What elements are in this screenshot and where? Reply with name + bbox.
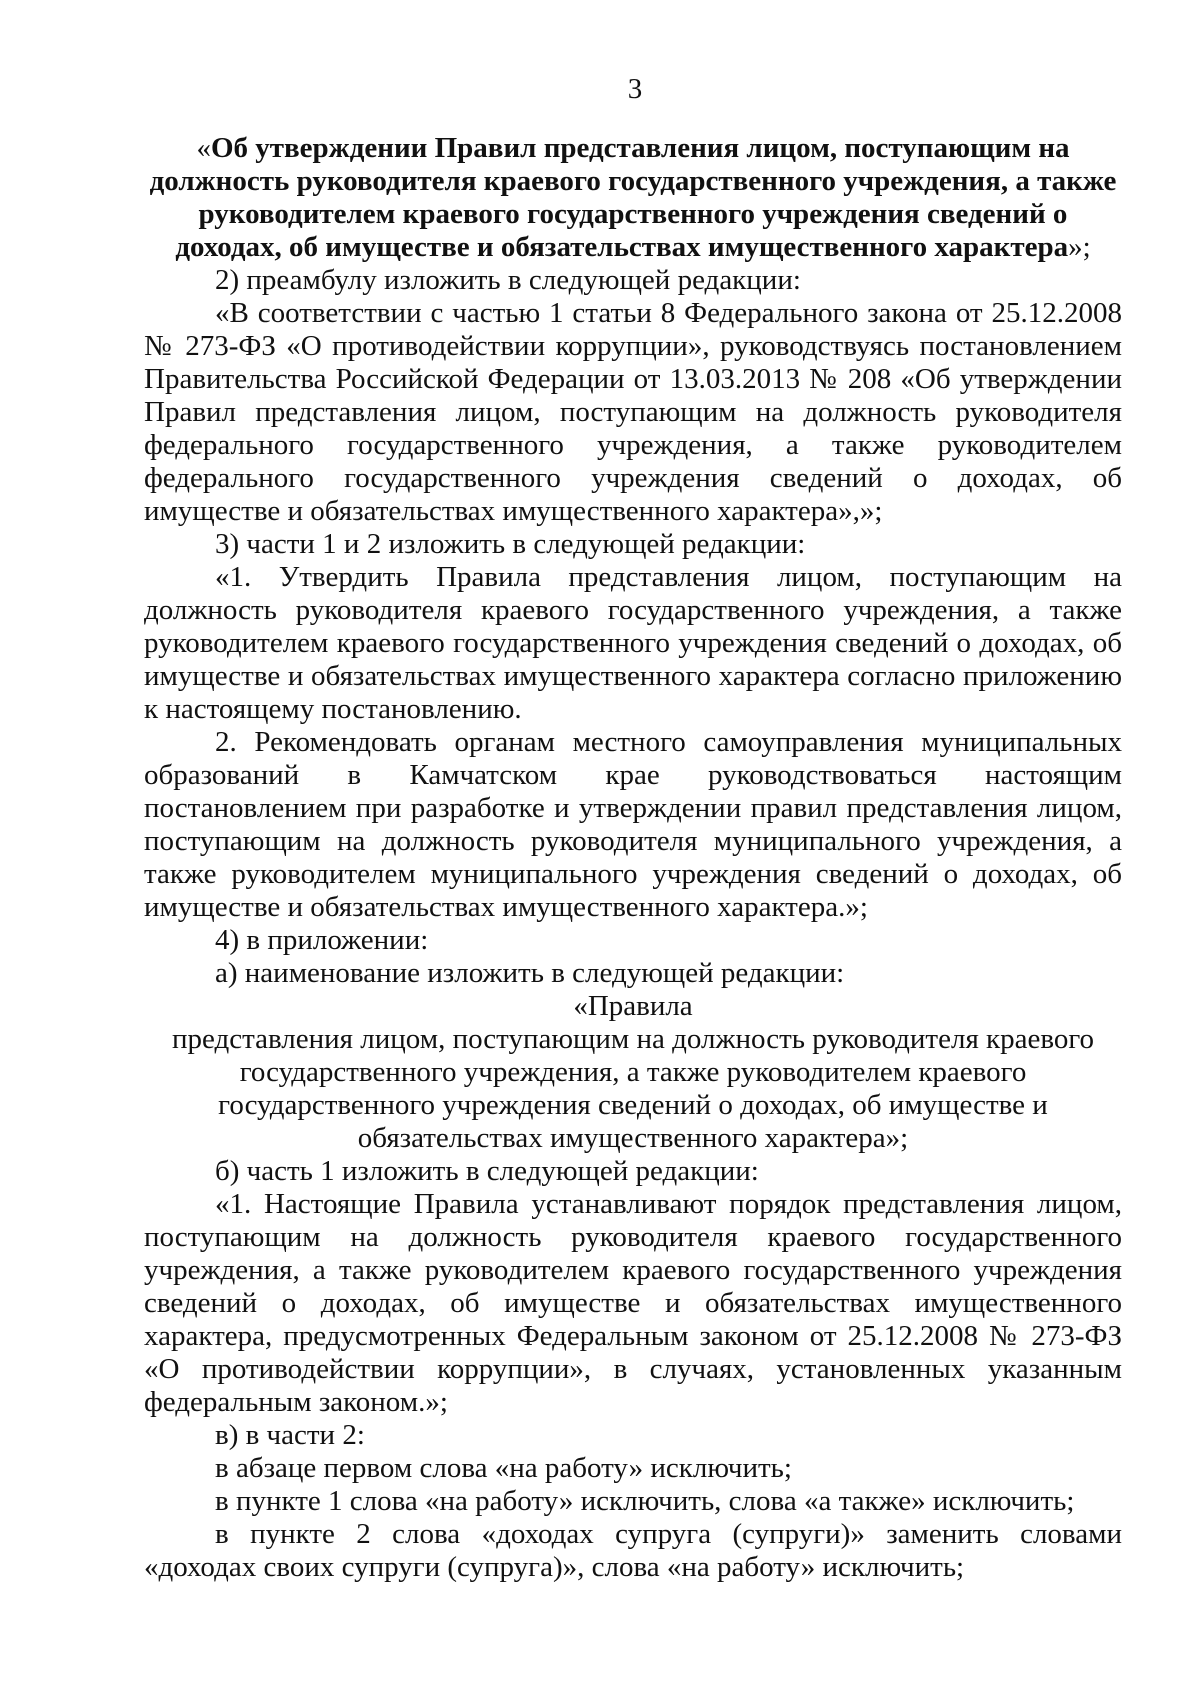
paragraph-7: а) наименование изложить в следующей редакции: (215, 957, 845, 989)
rules-title-line-4: государственного учреждения сведений о доходах, об имуществе и (218, 1089, 1048, 1121)
paragraph-8: б) часть 1 изложить в следующей редакции: (215, 1155, 759, 1187)
rules-title-line-2: представления лицом, поступающим на должность руководителя краевого (171, 1023, 1095, 1055)
paragraph-13: в пункте 2 слова «доходах супруга (супруги)» заменить словами «доходах своих супруги (супруга)», слова «на работу» исключить; (144, 1518, 1122, 1583)
paragraph-2: «В соответствии с частью 1 статьи 8 Федерального закона от 25.12.2008 № 273-ФЗ «О противодействии коррупции», руководствуясь постановлением Правительства Российской Федерации от 13.03.2013 № 208 «Об утверждении Правил представления лицом, поступающим на должность руководителя федерального государственного учреждения, а также руководителем федерального государственного учреждения сведений о доходах, об имуществе и обязательствах имущественного характера»,»; (144, 297, 1122, 527)
paragraph-10: в) в части 2: (215, 1419, 365, 1451)
paragraph-12: в пункте 1 слова «на работу» исключить, слова «а также» исключить; (215, 1485, 1075, 1517)
paragraph-1: 2) преамбулу изложить в следующей редакции: (215, 264, 801, 296)
paragraph-4: «1. Утвердить Правила представления лицом, поступающим на должность руководителя краевого государственного учреждения, а также руководителем краевого государственного учреждения сведений о доходах, об имуществе и обязательствах имущественного характера согласно приложению к настоящему постановлению. (144, 561, 1122, 725)
resolution-title (144, 132, 1122, 264)
paragraph-3: 3) части 1 и 2 изложить в следующей редакции: (215, 528, 806, 560)
paragraph-9: «1. Настоящие Правила устанавливают порядок представления лицом, поступающим на должность руководителя краевого государственного учреждения, а также руководителем краевого государственного учреждения сведений о доходах, об имуществе и обязательствах имущественного характера, предусмотренных Федеральным законом от 25.12.2008 № 273-ФЗ «О противодействии коррупции», в случаях, установленных указанным федеральным законом.»; (144, 1188, 1122, 1418)
paragraph-5: 2. Рекомендовать органам местного самоуправления муниципальных образований в Камчатском крае руководствоваться настоящим постановлением при разработке и утверждении правил представления лицом, поступающим на должность руководителя муниципального учреждения, а также руководителем муниципального учреждения сведений о доходах, об имуществе и обязательствах имущественного характера.»; (144, 726, 1122, 923)
page-number: 3 (627, 73, 643, 105)
paragraph-6: 4) в приложении: (215, 924, 429, 956)
document-body (144, 132, 1122, 1584)
title-close: »; (1068, 231, 1091, 263)
title-text: Об утверждении Правил представления лицом, поступающим на должность руководителя краевого государственного учреждения, а также руководителем краевого государственного учреждения сведений о доходах, об имуществе и обязательствах имущественного характера (149, 132, 1117, 263)
rules-title-line-1: «Правила (573, 990, 693, 1022)
title-open-quote: « (196, 132, 211, 164)
rules-title-line-3: государственного учреждения, а также руководителем краевого (239, 1056, 1027, 1088)
rules-title-line-5: обязательствах имущественного характера»; (357, 1122, 909, 1154)
paragraph-11: в абзаце первом слова «на работу» исключить; (215, 1452, 792, 1484)
